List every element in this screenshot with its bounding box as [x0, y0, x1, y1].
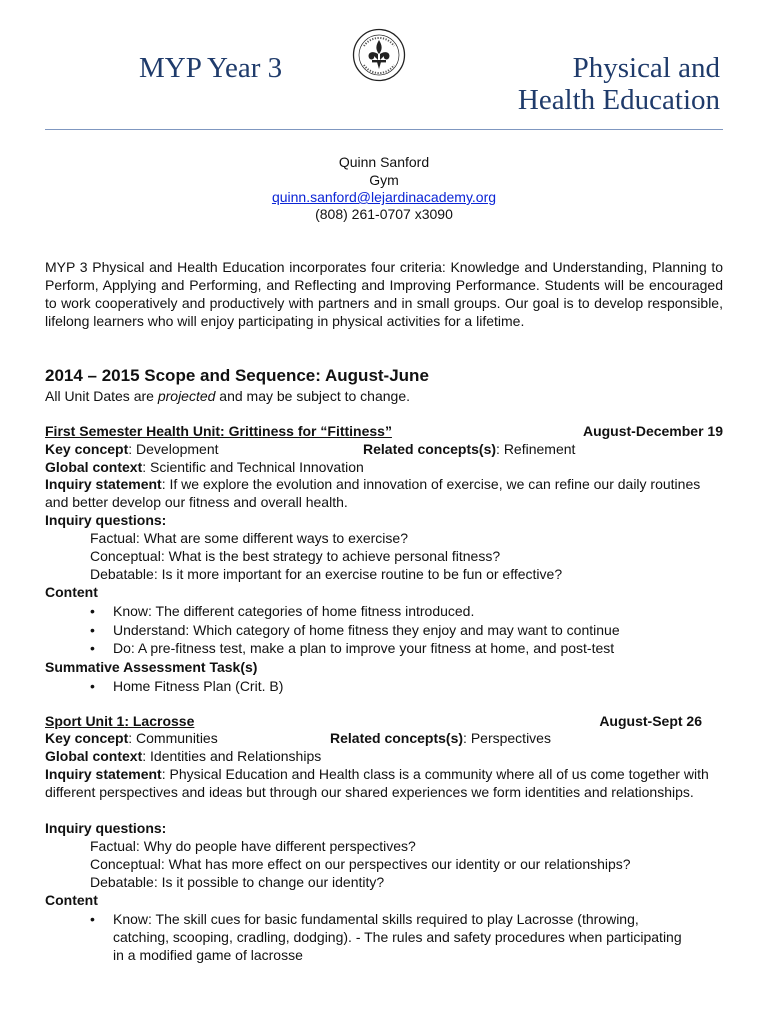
bullet-icon: • — [90, 640, 95, 656]
email-link[interactable]: quinn.sanford@lejardinacademy.org — [271, 189, 497, 205]
unit2-content-item — [90, 910, 690, 964]
unit2-debatable-question: Debatable: Is it possible to change our identity? — [90, 874, 385, 890]
global-context-label: Global context — [45, 748, 143, 764]
unit2-global-context-value: : Identities and Relationships — [142, 748, 322, 764]
unit2-content-text: Know: The skill cues for basic fundamental skills required to play Lacrosse (throwing, catching, scooping, cradling, dodging). - The rules and safety procedures when participating in a modified game of lacrosse — [113, 911, 682, 963]
scope-note-emphasis: projected — [157, 388, 216, 404]
unit2-dates: August-Sept 26 — [599, 713, 702, 729]
unit2-inquiry-statement — [45, 766, 723, 801]
related-concepts-label: Related concepts(s) — [363, 441, 497, 457]
unit1-inquiry-statement — [45, 476, 723, 511]
header-divider — [45, 129, 723, 130]
title-right-line1: Physical and — [572, 52, 720, 84]
page-title-left: MYP Year 3 — [139, 52, 283, 84]
unit2-related-concepts — [330, 729, 551, 747]
unit1-conceptual-question: Conceptual: What is the best strategy to achieve personal fitness? — [90, 548, 501, 564]
unit1-debatable-question: Debatable: Is it more important for an exercise routine to be fun or effective? — [90, 566, 563, 582]
school-seal-logo — [352, 28, 406, 82]
unit1-content-item — [90, 639, 614, 657]
unit1-related-concepts-value: : Refinement — [496, 441, 576, 457]
unit2-title: Sport Unit 1: Lacrosse — [45, 713, 195, 729]
unit1-dates: August-December 19 — [582, 423, 723, 439]
unit1-factual-question: Factual: What are some different ways to exercise? — [90, 530, 408, 546]
scope-note-post: and may be subject to change. — [215, 388, 410, 404]
teacher-room: Gym — [369, 172, 399, 188]
unit2-key-concept — [45, 729, 218, 747]
scope-note-pre: All Unit Dates are — [45, 388, 158, 404]
unit1-summative-text: Home Fitness Plan (Crit. B) — [113, 678, 284, 694]
unit1-key-concept — [45, 440, 219, 458]
scope-heading: 2014 – 2015 Scope and Sequence: August-June — [45, 366, 429, 385]
unit1-related-concepts — [363, 440, 575, 458]
key-concept-label: Key concept — [45, 441, 129, 457]
bullet-icon: • — [90, 622, 95, 638]
unit2-content-label: Content — [45, 892, 98, 908]
unit1-global-context — [45, 458, 364, 476]
unit1-key-concept-value: : Development — [128, 441, 219, 457]
unit1-content-item — [90, 621, 620, 639]
intro-paragraph: MYP 3 Physical and Health Education incorporates four criteria: Knowledge and Understanding, Planning to Perform, Applying and Performing, and Reflecting and Improving Performance. Students will be encouraged to work cooperatively and productively with partners and in small groups. Our goal is to develop responsible, lifelong learners who will enjoy participating in physical activities for a lifetime. — [45, 259, 723, 329]
teacher-name: Quinn Sanford — [338, 154, 430, 170]
bullet-icon: • — [90, 603, 95, 619]
bullet-icon: • — [90, 678, 95, 694]
unit1-content-text: Know: The different categories of home fitness introduced. — [113, 603, 475, 619]
unit2-global-context — [45, 747, 321, 765]
unit1-content-label: Content — [45, 584, 98, 600]
unit1-inquiry-statement-value: : If we explore the evolution and innovation of exercise, we can refine our daily routines and better develop our fitness and overall health. — [45, 476, 701, 510]
title-right-line2: Health Education — [517, 84, 720, 116]
unit1-summative-item — [90, 677, 283, 695]
inquiry-statement-label: Inquiry statement — [45, 476, 162, 492]
unit2-key-concept-value: : Communities — [128, 730, 218, 746]
unit2-related-concepts-value: : Perspectives — [463, 730, 551, 746]
related-concepts-label: Related concepts(s) — [330, 730, 464, 746]
unit1-summative-label: Summative Assessment Task(s) — [45, 659, 258, 675]
unit1-content-text: Do: A pre-fitness test, make a plan to improve your fitness at home, and post-test — [113, 640, 615, 656]
unit1-inquiry-questions-label: Inquiry questions: — [45, 512, 167, 528]
global-context-label: Global context — [45, 459, 143, 475]
scope-note — [45, 387, 410, 405]
bullet-icon: • — [90, 911, 95, 927]
unit2-factual-question: Factual: Why do people have different perspectives? — [90, 838, 416, 854]
email-row — [0, 188, 768, 206]
unit1-title: First Semester Health Unit: Grittiness for “Fittiness” — [45, 423, 392, 439]
unit1-global-context-value: : Scientific and Technical Innovation — [142, 459, 364, 475]
key-concept-label: Key concept — [45, 730, 129, 746]
unit1-content-item — [90, 602, 474, 620]
unit2-conceptual-question: Conceptual: What has more effect on our perspectives our identity or our relationships? — [90, 856, 631, 872]
unit1-content-text: Understand: Which category of home fitness they enjoy and may want to continue — [113, 622, 620, 638]
inquiry-statement-label: Inquiry statement — [45, 766, 162, 782]
teacher-phone: (808) 261-0707 x3090 — [315, 206, 453, 222]
unit2-inquiry-statement-value: : Physical Education and Health class is a community where all of us come together with different perspectives and ideas but through our shared experiences we form identities and relationships. — [45, 766, 709, 800]
page-title-right — [518, 52, 720, 116]
unit2-inquiry-questions-label: Inquiry questions: — [45, 820, 167, 836]
